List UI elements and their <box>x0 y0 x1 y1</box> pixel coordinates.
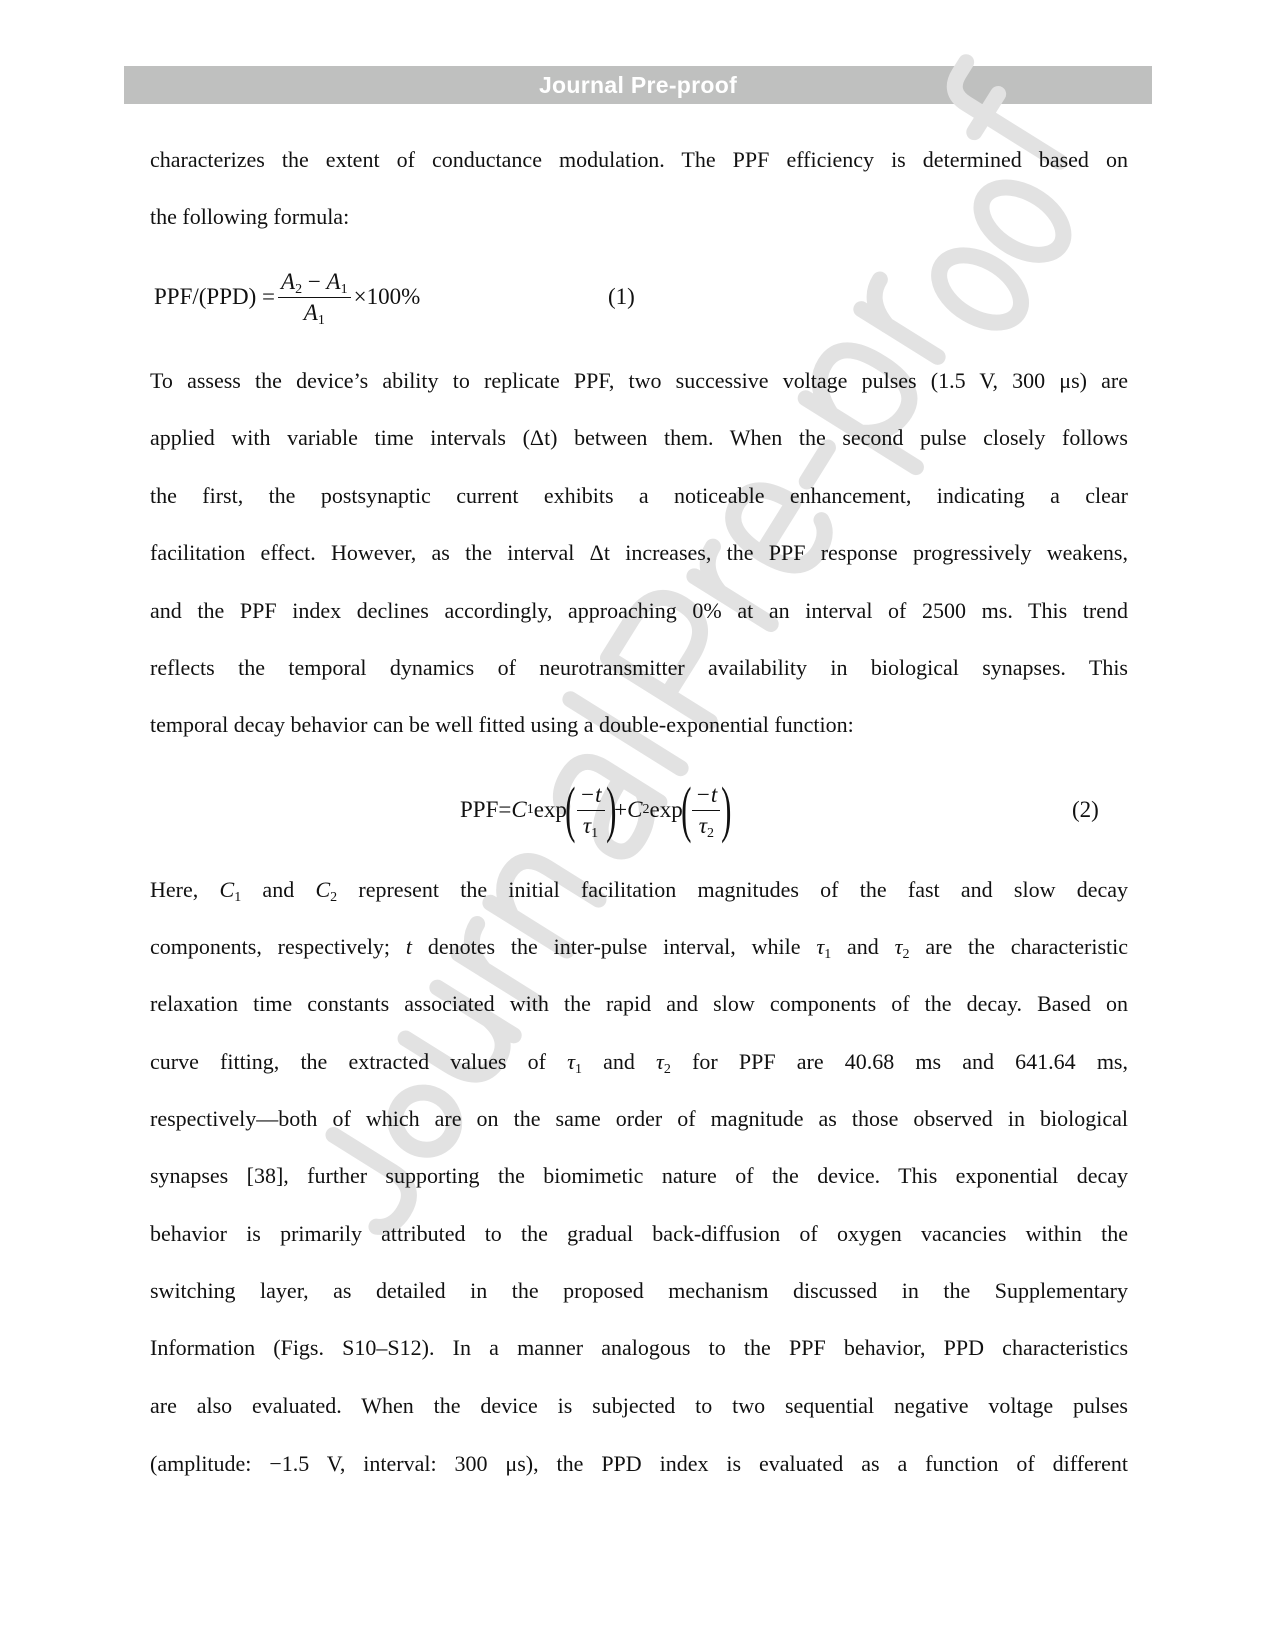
equation-1-fraction <box>278 267 351 328</box>
equation-2-c2: C <box>627 797 643 822</box>
text-line: Here, $C_1$ and $C_2$ represent the initial facilitation magnitudes of the fast and slow decay <box>150 877 1128 905</box>
equation-2-lhs: PPF= <box>460 797 512 822</box>
left-paren: ( <box>565 776 576 844</box>
text-line: respectively—both of which are on the same order of magnitude as those observed in biological <box>150 1106 1128 1131</box>
equation-1-suffix: ×100% <box>353 284 421 309</box>
text-line: facilitation effect. However, as the interval Δt increases, the PPF response progressively weakens, <box>150 540 1128 565</box>
right-paren: ) <box>605 776 616 844</box>
equation-1-number: (1) <box>608 284 635 309</box>
equation-1-lhs: PPF/(PPD) = <box>154 284 275 309</box>
left-paren: ( <box>680 776 692 844</box>
text-line: behavior is primarily attributed to the gradual back-diffusion of oxygen vacancies within the <box>150 1221 1128 1246</box>
text-line: relaxation time constants associated with the rapid and slow components of the decay. Based on <box>150 991 1128 1016</box>
journal-header-title: Journal Pre-proof <box>538 72 738 98</box>
text-line: To assess the device’s ability to replicate PPF, two successive voltage pulses (1.5 V, 300 μs) are <box>150 368 1128 393</box>
equation-2-fraction-1: $\frac{-t}{\tau_1}$ <box>577 780 605 841</box>
text-line: curve fitting, the extracted values of $\tau_1$ and $\tau_2$ for PPF are 40.68 ms and 641.64 ms, <box>150 1049 1128 1077</box>
text-line: reflects the temporal dynamics of neurotransmitter availability in biological synapses. This <box>150 655 1128 680</box>
equation-1-numerator: $A_2 - A_1$ <box>278 267 351 298</box>
text-line: synapses [38], further supporting the biomimetic nature of the device. This exponential decay <box>150 1163 1128 1188</box>
text-line: components, respectively; t denotes the inter-pulse interval, while $\tau_1$ and $\tau_2$ are the characteristic <box>150 934 1128 962</box>
text-line: (amplitude: −1.5 V, interval: 300 μs), the PPD index is evaluated as a function of different <box>150 1451 1128 1476</box>
equation-2-fraction-2: $\frac{-t}{\tau_2}$ <box>692 780 720 841</box>
text-line: Information (Figs. S10–S12). In a manner analogous to the PPF behavior, PPD characteristics <box>150 1335 1128 1360</box>
text-line: the first, the postsynaptic current exhibits a noticeable enhancement, indicating a clear <box>150 483 1128 508</box>
equation-1-denominator: $A_1$ <box>303 299 325 328</box>
equation-2-number: (2) <box>1072 797 1099 822</box>
text-line: applied with variable time intervals (Δt) between them. When the second pulse closely follows <box>150 425 1128 450</box>
text-line: the following formula: <box>150 204 350 229</box>
text-line: and the PPF index declines accordingly, approaching 0% at an interval of 2500 ms. This trend <box>150 598 1128 623</box>
text-line: temporal decay behavior can be well fitted using a double-exponential function: <box>150 712 854 737</box>
text-line: are also evaluated. When the device is subjected to two sequential negative voltage pulses <box>150 1393 1128 1418</box>
equation-1 <box>154 262 420 332</box>
equation-2: PPF= C 1 exp ( $\frac{-t}{\tau_1}$ ) + C 2 exp ( $\frac{-t}{\tau_2}$ ) <box>460 776 732 844</box>
text-line: characterizes the extent of conductance modulation. The PPF efficiency is determined based on <box>150 147 1128 172</box>
text-line: switching layer, as detailed in the proposed mechanism discussed in the Supplementary <box>150 1278 1128 1303</box>
equation-2-c1: C <box>511 797 527 822</box>
right-paren: ) <box>721 776 732 844</box>
